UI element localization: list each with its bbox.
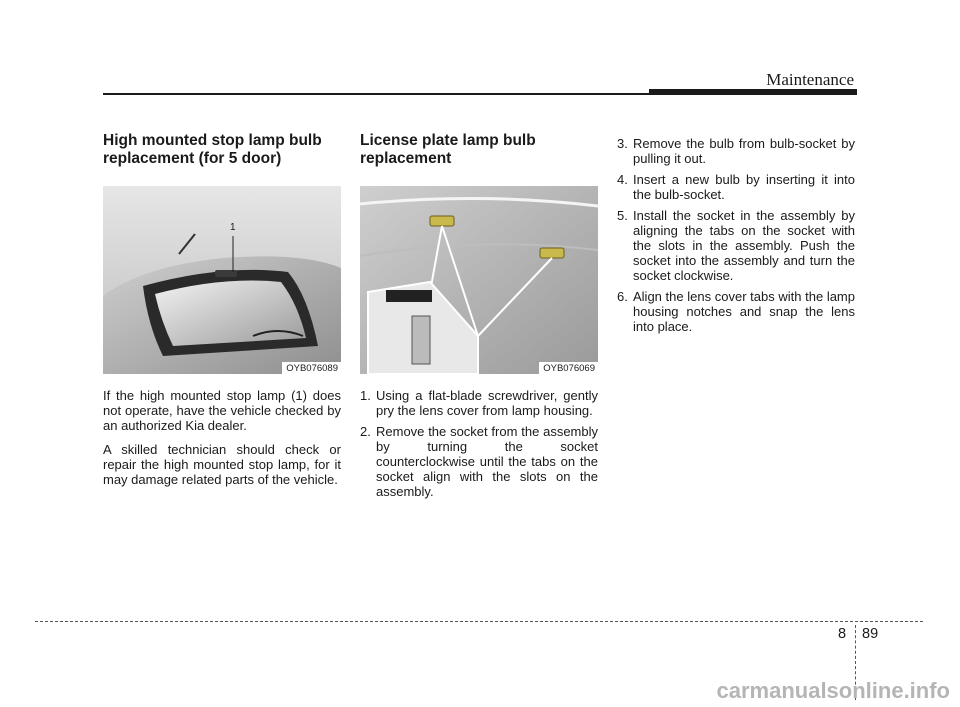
- list-item: 5. Install the socket in the assembly by aligning the tabs on the socket with the slots in the assembly. Push the socket into the assembly and turn the socket clockwise.: [617, 208, 855, 283]
- license-lamp-heading: License plate lamp bulb replacement: [360, 132, 536, 167]
- lamp-right: [540, 248, 564, 258]
- right-column: [617, 136, 855, 340]
- stop-lamp-figure: [103, 186, 341, 374]
- paragraph: If the high mounted stop lamp (1) does not operate, have the vehicle checked by an authorized Kia dealer.: [103, 388, 341, 433]
- list-item: 3. Remove the bulb from bulb-socket by pulling it out.: [617, 136, 855, 166]
- car-rear-illustration: [103, 186, 341, 374]
- paragraph: A skilled technician should check or repair the high mounted stop lamp, for it may damage related parts of the vehicle.: [103, 442, 341, 487]
- license-lamp-figure: [360, 186, 598, 374]
- left-column: [103, 132, 341, 496]
- license-lamp-illustration: [360, 186, 598, 374]
- steps-list: [360, 388, 598, 499]
- callout-number: 1: [230, 222, 236, 233]
- figure-code: OYB076069: [539, 362, 598, 374]
- stop-lamp: [215, 270, 237, 277]
- list-item: 6. Align the lens cover tabs with the lamp housing notches and snap the lens into place.: [617, 289, 855, 334]
- list-item: 4. Insert a new bulb by inserting it into the bulb-socket.: [617, 172, 855, 202]
- lamp-left: [430, 216, 454, 226]
- middle-column: [360, 132, 598, 505]
- watermark: carmanualsonline.info: [716, 678, 950, 703]
- section-title: Maintenance: [766, 70, 854, 89]
- header-rule-accent: [649, 89, 857, 95]
- footer-rule: [35, 621, 923, 622]
- stop-lamp-heading: High mounted stop lamp bulb replacement (for 5 door): [103, 132, 322, 167]
- list-item: 2. Remove the socket from the assembly by turning the socket counterclockwise until the tabs on the socket align with the slots on the assembly.: [360, 424, 598, 499]
- page-number: 89: [862, 626, 879, 642]
- section-number: 8: [838, 626, 847, 642]
- list-item: 1. Using a flat-blade screwdriver, gently pry the lens cover from lamp housing.: [360, 388, 598, 418]
- steps-list: [617, 136, 855, 334]
- figure-code: OYB076089: [282, 362, 341, 374]
